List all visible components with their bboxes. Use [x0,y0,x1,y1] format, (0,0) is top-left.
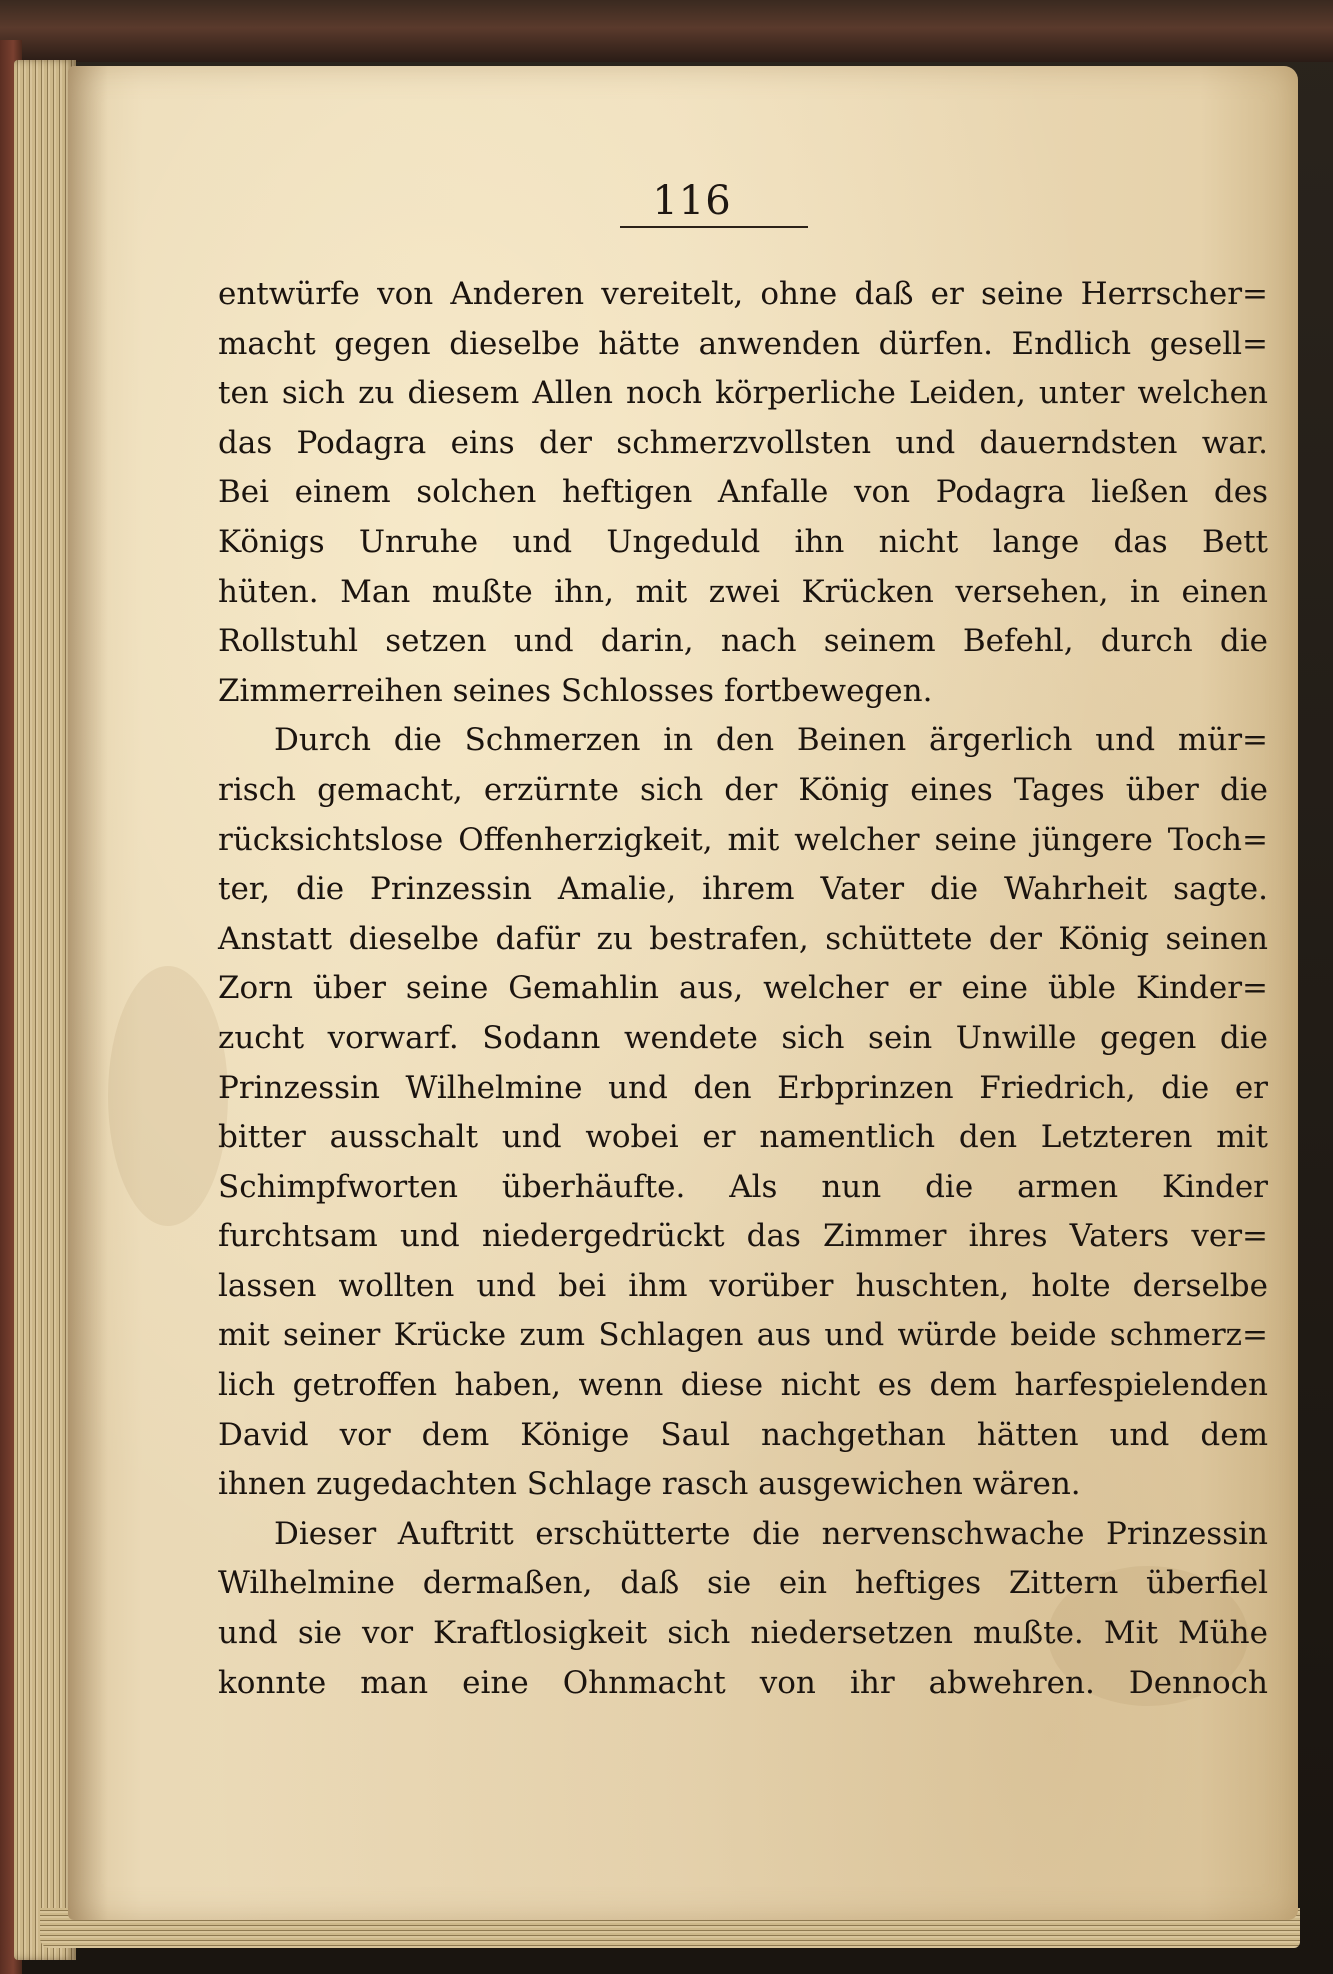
text-line: ihnen zugedachten Schlage rasch ausgewichen wären. [218,1466,1081,1503]
text-line: konnte man eine Ohnmacht von ihr abwehren. Dennoch [218,1664,1268,1701]
gutter-shadow [68,66,108,1920]
body-text [218,270,1268,1708]
text-line: Zorn über seine Gemahlin aus, welcher er eine üble Kinder= [218,970,1268,1007]
book-page [68,66,1298,1920]
text-line: Dieser Auftritt erschütterte die nervenschwache Prinzessin [274,1515,1268,1552]
text-line: macht gegen dieselbe hätte anwenden dürfen. Endlich gesell= [218,325,1268,362]
text-line: Rollstuhl setzen und darin, nach seinem Befehl, durch die [218,623,1268,660]
text-line: mit seiner Krücke zum Schlagen aus und würde beide schmerz= [218,1317,1268,1354]
text-line: lassen wollten und bei ihm vorüber huschten, holte derselbe [218,1267,1268,1304]
text-line: ter, die Prinzessin Amalie, ihrem Vater die Wahrheit sagte. [218,871,1268,908]
book-cover-top-edge [0,0,1333,62]
text-line: bitter ausschalt und wobei er namentlich den Letzteren mit [218,1119,1268,1156]
paper-stain [108,966,228,1226]
text-line: Zimmerreihen seines Schlosses fortbewegen. [218,672,933,709]
text-line: zucht vorwarf. Sodann wendete sich sein Unwille gegen die [218,1019,1268,1056]
text-line: und sie vor Kraftlosigkeit sich niedersetzen mußte. Mit Mühe [218,1615,1268,1652]
text-line: Schimpfworten überhäufte. Als nun die armen Kinder [218,1168,1268,1205]
text-line: Anstatt dieselbe dafür zu bestrafen, schüttete der König seinen [218,920,1268,957]
text-line: Königs Unruhe und Ungeduld ihn nicht lange das Bett [218,523,1268,560]
text-line: Wilhelmine dermaßen, daß sie ein heftiges Zittern überfiel [218,1565,1268,1602]
page-number: 116 [652,178,732,224]
text-line: entwürfe von Anderen vereitelt, ohne daß er seine Herrscher= [218,276,1268,312]
text-line: hüten. Man mußte ihn, mit zwei Krücken versehen, in einen [218,573,1268,610]
text-line: ten sich zu diesem Allen noch körperliche Leiden, unter welchen [218,375,1268,412]
header-rule [620,226,808,228]
text-line: das Podagra eins der schmerzvollsten und dauerndsten war. [218,424,1268,461]
text-line: David vor dem Könige Saul nachgethan hätten und dem [218,1416,1268,1453]
text-line: Durch die Schmerzen in den Beinen ärgerlich und mür= [274,722,1268,759]
text-line: furchtsam und niedergedrückt das Zimmer ihres Vaters ver= [218,1218,1268,1255]
text-line: risch gemacht, erzürnte sich der König eines Tages über die [218,771,1268,808]
text-line: Prinzessin Wilhelmine und den Erbprinzen Friedrich, die er [218,1069,1268,1106]
text-line: Bei einem solchen heftigen Anfalle von Podagra ließen des [218,474,1268,511]
text-line: lich getroffen haben, wenn diese nicht es dem harfespielenden [218,1367,1268,1404]
stacked-page-edges [14,60,76,1960]
text-line: rücksichtslose Offenherzigkeit, mit welcher seine jüngere Toch= [218,821,1268,858]
